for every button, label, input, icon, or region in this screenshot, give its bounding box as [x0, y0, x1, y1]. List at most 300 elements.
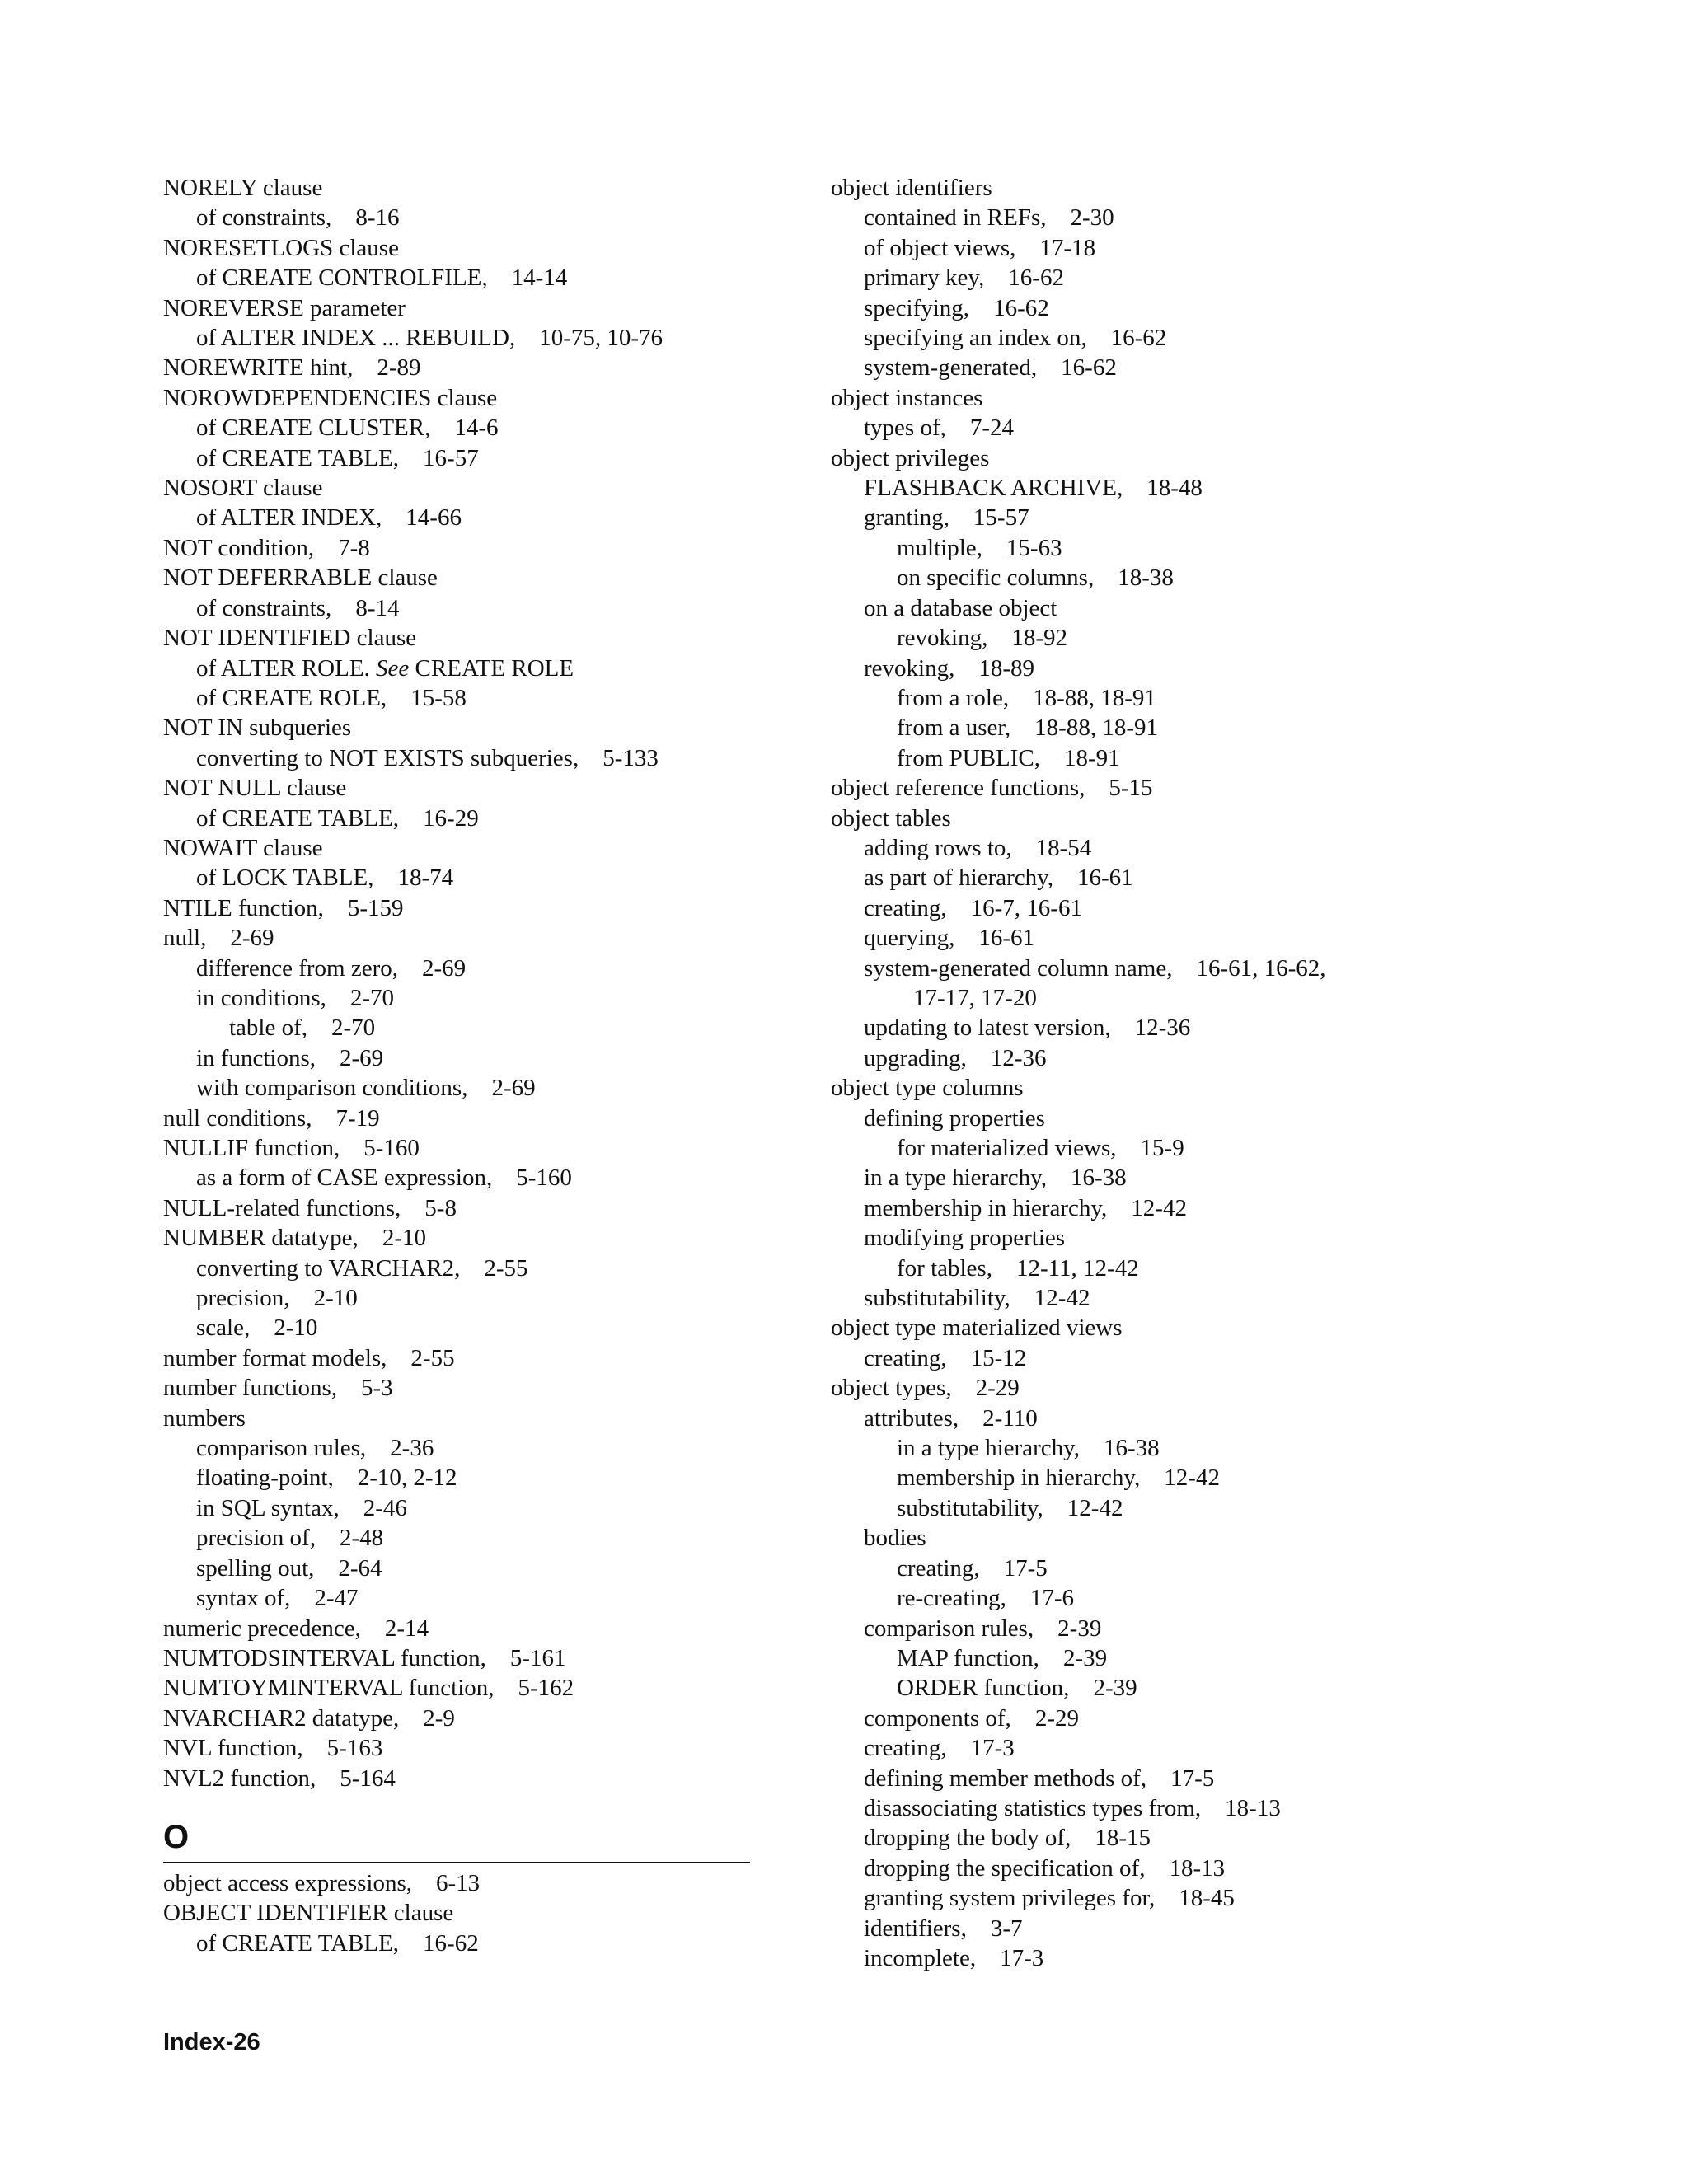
index-entry	[831, 743, 1573, 773]
index-term: precision,	[196, 1285, 290, 1312]
index-entry	[831, 323, 1573, 353]
index-entry	[163, 893, 757, 923]
index-term: object identifiers	[831, 175, 992, 201]
left-column	[163, 173, 757, 1958]
index-entry	[163, 804, 757, 833]
index-entry	[831, 863, 1573, 893]
page-reference: 15-12	[970, 1344, 1027, 1371]
index-term: scale,	[196, 1315, 251, 1342]
index-entry	[163, 623, 757, 653]
index-term: system-generated column name,	[864, 954, 1173, 982]
page-reference: 14-66	[406, 504, 462, 532]
page-reference: 18-13	[1169, 1854, 1226, 1882]
page-reference: 18-92	[1011, 625, 1068, 652]
index-term: converting to NOT EXISTS subqueries,	[196, 744, 579, 771]
index-entry	[163, 1163, 757, 1193]
index-entry	[163, 173, 757, 203]
index-term: numbers	[163, 1404, 246, 1432]
index-entry	[163, 863, 757, 893]
index-term: table of,	[229, 1015, 308, 1042]
index-term: dropping the body of,	[864, 1825, 1071, 1852]
index-term: NOT DEFERRABLE clause	[163, 565, 438, 592]
index-term: NULL-related functions,	[163, 1194, 401, 1221]
index-term: bodies	[864, 1525, 926, 1552]
index-term: object access expressions,	[163, 1869, 412, 1896]
page-reference: 7-24	[969, 415, 1015, 442]
index-term: in a type hierarchy,	[864, 1165, 1047, 1192]
index-term: adding rows to,	[864, 834, 1012, 861]
index-term: defining member methods of,	[864, 1765, 1147, 1792]
page-reference: 6-13	[435, 1869, 481, 1896]
index-entry	[163, 1073, 757, 1103]
page-reference: 16-62	[993, 294, 1049, 321]
page-reference: 16-61, 16-62,	[1196, 954, 1326, 982]
index-entry	[163, 713, 757, 743]
index-term: object type columns	[831, 1075, 1024, 1102]
index-term: components of,	[864, 1704, 1011, 1732]
index-entry	[163, 683, 757, 713]
page-reference: 17-3	[1000, 1944, 1044, 1971]
index-entry	[163, 1433, 757, 1463]
page-reference: 12-42	[1067, 1494, 1123, 1521]
index-term: number functions,	[163, 1375, 338, 1402]
page-reference: 2-69	[230, 925, 274, 952]
index-entry	[163, 1493, 757, 1523]
index-term: number format models,	[163, 1344, 387, 1371]
index-term: from a user,	[897, 715, 1011, 742]
index-term: granting,	[864, 504, 950, 532]
index-term: membership in hierarchy,	[897, 1465, 1141, 1492]
index-entry	[831, 383, 1573, 413]
page-reference: 12-11, 12-42	[1015, 1254, 1139, 1282]
index-entry	[831, 233, 1573, 263]
index-entry	[163, 1404, 757, 1433]
index-entry	[163, 1043, 757, 1073]
index-term: NOT IDENTIFIED clause	[163, 625, 417, 652]
index-entry	[831, 1673, 1573, 1703]
index-term: in functions,	[196, 1044, 316, 1071]
page-reference: 15-57	[973, 504, 1029, 532]
page-reference: 5-3	[361, 1375, 393, 1402]
index-entry	[831, 1104, 1573, 1133]
page-reference: 18-38	[1118, 565, 1174, 592]
page-reference: 2-46	[363, 1494, 407, 1521]
page-reference: 12-42	[1164, 1465, 1220, 1492]
index-entry	[831, 203, 1573, 232]
index-term: creating,	[897, 1554, 980, 1582]
page-reference: 10-75, 10-76	[539, 325, 663, 352]
page-reference: 5-160	[363, 1135, 420, 1161]
index-entry	[831, 1133, 1573, 1163]
index-term: NOROWDEPENDENCIES clause	[163, 384, 498, 411]
page-reference: 2-69	[340, 1044, 384, 1071]
page-reference: 2-30	[1070, 204, 1114, 232]
index-entry	[831, 1163, 1573, 1193]
index-term: NOT condition,	[163, 534, 315, 561]
page-reference: 2-29	[975, 1375, 1020, 1402]
index-entry	[831, 563, 1573, 593]
index-entry	[831, 1433, 1573, 1463]
page-reference: 8-16	[355, 204, 400, 232]
index-entry	[831, 833, 1573, 863]
index-term: creating,	[864, 1344, 947, 1371]
page-reference: 16-61	[978, 925, 1035, 952]
index-entry	[163, 383, 757, 413]
index-term: NULLIF function,	[163, 1135, 340, 1161]
index-entry	[831, 173, 1573, 203]
page-reference: 17-3	[970, 1735, 1015, 1762]
index-entry	[831, 1254, 1573, 1283]
index-term: of CREATE TABLE,	[196, 804, 400, 832]
index-entry	[831, 1793, 1573, 1823]
index-entry	[163, 773, 757, 803]
index-term: object type materialized views	[831, 1315, 1123, 1342]
index-term: of ALTER INDEX,	[196, 504, 382, 532]
index-term: NUMTOYMINTERVAL function,	[163, 1675, 495, 1702]
index-term: object tables	[831, 804, 951, 832]
page-reference: 16-61	[1077, 865, 1133, 892]
page-reference: 17-5	[1003, 1554, 1048, 1582]
page-reference: 18-74	[397, 865, 454, 892]
index-entry	[163, 563, 757, 593]
index-entry	[163, 593, 757, 623]
index-term: system-generated,	[864, 354, 1038, 382]
index-term: object instances	[831, 384, 983, 411]
index-term: granting system privileges for,	[864, 1885, 1156, 1912]
index-entry	[831, 1523, 1573, 1553]
index-term: comparison rules,	[196, 1435, 367, 1462]
page-reference: 2-70	[331, 1015, 376, 1042]
page-reference: 2-39	[1062, 1644, 1108, 1671]
page-reference: 2-110	[982, 1404, 1038, 1432]
index-entry	[831, 1914, 1573, 1943]
index-entry	[831, 1883, 1573, 1913]
index-term: FLASHBACK ARCHIVE,	[864, 475, 1123, 502]
page-reference: 14-14	[511, 265, 568, 292]
page-reference: 15-63	[1006, 534, 1062, 561]
index-entry	[831, 1733, 1573, 1763]
index-entry	[831, 353, 1573, 382]
page-reference: 5-163	[326, 1735, 383, 1762]
index-term: of ALTER INDEX ... REBUILD,	[196, 325, 516, 352]
index-entry	[163, 1343, 757, 1373]
index-term: on a database object	[864, 594, 1057, 621]
index-term: upgrading,	[864, 1044, 967, 1071]
index-term: of ALTER ROLE.	[196, 654, 370, 682]
index-entry	[831, 1463, 1573, 1493]
index-entry	[163, 1733, 757, 1763]
index-entry	[831, 983, 1573, 1013]
index-entry-list	[831, 173, 1573, 1973]
index-entry	[831, 1554, 1573, 1583]
index-term: object reference functions,	[831, 775, 1085, 802]
index-entry	[831, 533, 1573, 563]
page-reference: 2-9	[423, 1704, 455, 1732]
index-entry	[163, 1013, 757, 1043]
page-reference: 16-7, 16-61	[970, 894, 1082, 921]
index-term: null conditions,	[163, 1104, 312, 1132]
index-term: disassociating statistics types from,	[864, 1794, 1202, 1821]
index-term: for materialized views,	[897, 1135, 1117, 1161]
page-reference: 2-14	[384, 1615, 429, 1642]
index-term: NOSORT clause	[163, 475, 323, 502]
index-term: NOT NULL clause	[163, 775, 347, 802]
page-reference: 2-10	[382, 1225, 426, 1252]
index-entry	[831, 923, 1573, 953]
index-entry	[831, 443, 1573, 473]
index-entry	[831, 293, 1573, 323]
index-term: substitutability,	[864, 1285, 1010, 1312]
page-reference: 7-19	[335, 1104, 380, 1132]
index-entry	[831, 1343, 1573, 1373]
index-term: floating-point,	[196, 1465, 334, 1492]
index-term: contained in REFs,	[864, 204, 1047, 232]
index-entry	[163, 1929, 757, 1958]
page-reference: 2-36	[390, 1435, 434, 1462]
page-reference: 17-5	[1170, 1765, 1215, 1792]
index-entry	[831, 1704, 1573, 1733]
index-term: in SQL syntax,	[196, 1494, 340, 1521]
index-entry	[831, 503, 1573, 532]
index-term: difference from zero,	[196, 954, 399, 982]
index-entry	[163, 743, 757, 773]
index-entry	[831, 263, 1573, 293]
index-term: object types,	[831, 1375, 952, 1402]
index-entry	[163, 1283, 757, 1313]
index-entry	[831, 954, 1573, 983]
index-term: identifiers,	[864, 1915, 967, 1942]
page-reference: 7-8	[338, 534, 370, 561]
index-entry	[163, 1614, 757, 1643]
index-entry	[831, 804, 1573, 833]
index-entry	[163, 833, 757, 863]
index-entry	[831, 1643, 1573, 1673]
index-entry	[831, 1583, 1573, 1613]
index-term: NVL function,	[163, 1735, 303, 1762]
index-entry	[163, 954, 757, 983]
page-reference: 2-39	[1057, 1615, 1102, 1642]
index-term: NOREWRITE hint,	[163, 354, 354, 382]
index-term: primary key,	[864, 265, 985, 292]
page-reference: 2-10, 2-12	[357, 1465, 457, 1492]
index-term: defining properties	[864, 1104, 1045, 1132]
index-term: object privileges	[831, 444, 990, 471]
index-term: MAP function,	[897, 1644, 1039, 1671]
page-reference: 5-15	[1109, 775, 1153, 802]
page-reference: 16-38	[1070, 1165, 1127, 1192]
see-reference-label: See	[376, 654, 410, 682]
index-entry	[831, 683, 1573, 713]
index-entry	[163, 1193, 757, 1223]
index-entry	[163, 1643, 757, 1673]
index-term: revoking,	[864, 654, 955, 682]
page-reference: 18-15	[1095, 1825, 1151, 1852]
index-entry	[831, 1073, 1573, 1103]
page-reference: 17-17, 17-20	[913, 984, 1037, 1011]
page-reference: 16-62	[1008, 265, 1064, 292]
page-reference: 16-29	[423, 804, 479, 832]
index-term: from PUBLIC,	[897, 744, 1040, 771]
page-reference: 16-62	[1110, 325, 1167, 352]
index-term: of CREATE CLUSTER,	[196, 415, 431, 442]
index-term: spelling out,	[196, 1554, 315, 1582]
page-reference: 16-62	[1061, 354, 1117, 382]
right-column	[831, 173, 1573, 1973]
page-reference: 5-161	[509, 1644, 566, 1671]
index-term: NUMTODSINTERVAL function,	[163, 1644, 486, 1671]
page-reference: 15-58	[410, 684, 467, 711]
index-term: NVARCHAR2 datatype,	[163, 1704, 400, 1732]
index-entry	[163, 654, 757, 683]
index-term: creating,	[864, 1735, 947, 1762]
index-entry	[163, 1373, 757, 1403]
index-term: ORDER function,	[897, 1675, 1070, 1702]
index-entry	[163, 1673, 757, 1703]
page-reference: 18-88, 18-91	[1034, 715, 1158, 742]
index-entry-list	[163, 173, 757, 1793]
index-term: on specific columns,	[897, 565, 1095, 592]
index-term: updating to latest version,	[864, 1015, 1111, 1042]
index-entry	[163, 353, 757, 382]
index-term: NOT IN subqueries	[163, 715, 352, 742]
section-heading: O	[163, 1817, 750, 1863]
index-entry	[831, 1823, 1573, 1853]
index-term: of LOCK TABLE,	[196, 865, 374, 892]
index-entry	[831, 654, 1573, 683]
page-reference: 12-36	[990, 1044, 1047, 1071]
index-entry	[831, 623, 1573, 653]
index-entry	[831, 413, 1573, 443]
index-entry	[831, 1013, 1573, 1043]
index-entry	[163, 293, 757, 323]
index-term: as part of hierarchy,	[864, 865, 1054, 892]
index-term: specifying an index on,	[864, 325, 1087, 352]
index-entry-list-section-o	[163, 1868, 757, 1958]
page-reference: 2-69	[491, 1075, 536, 1102]
index-entry	[831, 1854, 1573, 1883]
index-entry	[163, 1254, 757, 1283]
index-entry	[831, 1373, 1573, 1403]
index-entry	[163, 443, 757, 473]
index-term: NORELY clause	[163, 175, 323, 201]
index-term: of object views,	[864, 234, 1016, 261]
index-term: NTILE function,	[163, 894, 324, 921]
page-reference: 18-13	[1225, 1794, 1281, 1821]
page-reference: 3-7	[990, 1915, 1023, 1942]
index-entry	[831, 1764, 1573, 1793]
index-term: from a role,	[897, 684, 1010, 711]
index-entry	[831, 1493, 1573, 1523]
index-term: querying,	[864, 925, 955, 952]
index-term: substitutability,	[897, 1494, 1043, 1521]
index-entry	[163, 1764, 757, 1793]
index-entry	[163, 1463, 757, 1493]
page-reference: 2-29	[1034, 1704, 1079, 1732]
page-reference: 12-42	[1034, 1285, 1090, 1312]
index-entry	[163, 503, 757, 532]
index-entry	[163, 1704, 757, 1733]
index-entry	[831, 1193, 1573, 1223]
index-entry	[831, 713, 1573, 743]
index-term: NVL2 function,	[163, 1765, 316, 1792]
page-reference: 5-159	[347, 894, 404, 921]
page-reference: 16-62	[423, 1929, 479, 1957]
index-entry	[163, 1523, 757, 1553]
index-entry	[163, 983, 757, 1013]
index-entry	[831, 1313, 1573, 1343]
page-reference: 18-88, 18-91	[1033, 684, 1156, 711]
page-reference: 18-48	[1146, 475, 1203, 502]
index-entry	[163, 1223, 757, 1253]
page-reference: 16-38	[1103, 1435, 1160, 1462]
index-entry	[163, 413, 757, 443]
index-term: OBJECT IDENTIFIER clause	[163, 1900, 454, 1927]
page-reference: 2-70	[349, 984, 395, 1011]
page-reference: 14-6	[454, 415, 499, 442]
index-entry	[163, 923, 757, 953]
index-term: in conditions,	[196, 984, 326, 1011]
page-reference: 8-14	[355, 594, 400, 621]
index-term: for tables,	[897, 1254, 992, 1282]
index-term: NORESETLOGS clause	[163, 234, 399, 261]
page-reference: 2-89	[377, 354, 421, 382]
page-reference: 17-6	[1029, 1585, 1074, 1612]
index-term: incomplete,	[864, 1944, 977, 1971]
index-entry	[163, 1133, 757, 1163]
page-reference: 5-133	[603, 744, 659, 771]
page-reference: 18-54	[1035, 834, 1092, 861]
index-term: of CREATE ROLE,	[196, 684, 387, 711]
page-reference: 2-10	[274, 1315, 318, 1342]
index-entry	[163, 323, 757, 353]
see-reference-target: CREATE ROLE	[415, 654, 574, 682]
index-term: re-creating,	[897, 1585, 1006, 1612]
index-term: of CREATE CONTROLFILE,	[196, 265, 488, 292]
index-term: of CREATE TABLE,	[196, 444, 400, 471]
index-entry	[163, 473, 757, 503]
index-term: of CREATE TABLE,	[196, 1929, 400, 1957]
index-term: creating,	[864, 894, 947, 921]
page-reference: 12-42	[1131, 1194, 1187, 1221]
index-entry	[831, 473, 1573, 503]
index-term: precision of,	[196, 1525, 316, 1552]
page-reference: 5-164	[340, 1765, 396, 1792]
page-number: Index-26	[163, 2029, 260, 2055]
index-term: null,	[163, 925, 207, 952]
index-entry	[163, 203, 757, 232]
page-reference: 5-8	[424, 1194, 457, 1221]
page-reference: 18-89	[978, 654, 1035, 682]
index-entry	[831, 893, 1573, 923]
index-term: dropping the specification of,	[864, 1854, 1146, 1882]
index-entry	[163, 1868, 757, 1898]
index-term: with comparison conditions,	[196, 1075, 468, 1102]
page-reference: 2-47	[314, 1585, 359, 1612]
page-reference: 2-69	[422, 954, 467, 982]
page-reference: 16-57	[423, 444, 479, 471]
page-reference: 2-10	[313, 1285, 358, 1312]
page-reference: 2-39	[1093, 1675, 1137, 1702]
index-term: NOWAIT clause	[163, 834, 323, 861]
index-term: converting to VARCHAR2,	[196, 1254, 461, 1282]
index-entry	[163, 1313, 757, 1343]
index-entry	[831, 593, 1573, 623]
index-term: membership in hierarchy,	[864, 1194, 1108, 1221]
index-term: as a form of CASE expression,	[196, 1165, 493, 1192]
index-entry	[163, 1554, 757, 1583]
index-term: modifying properties	[864, 1225, 1066, 1252]
index-term: comparison rules,	[864, 1615, 1034, 1642]
